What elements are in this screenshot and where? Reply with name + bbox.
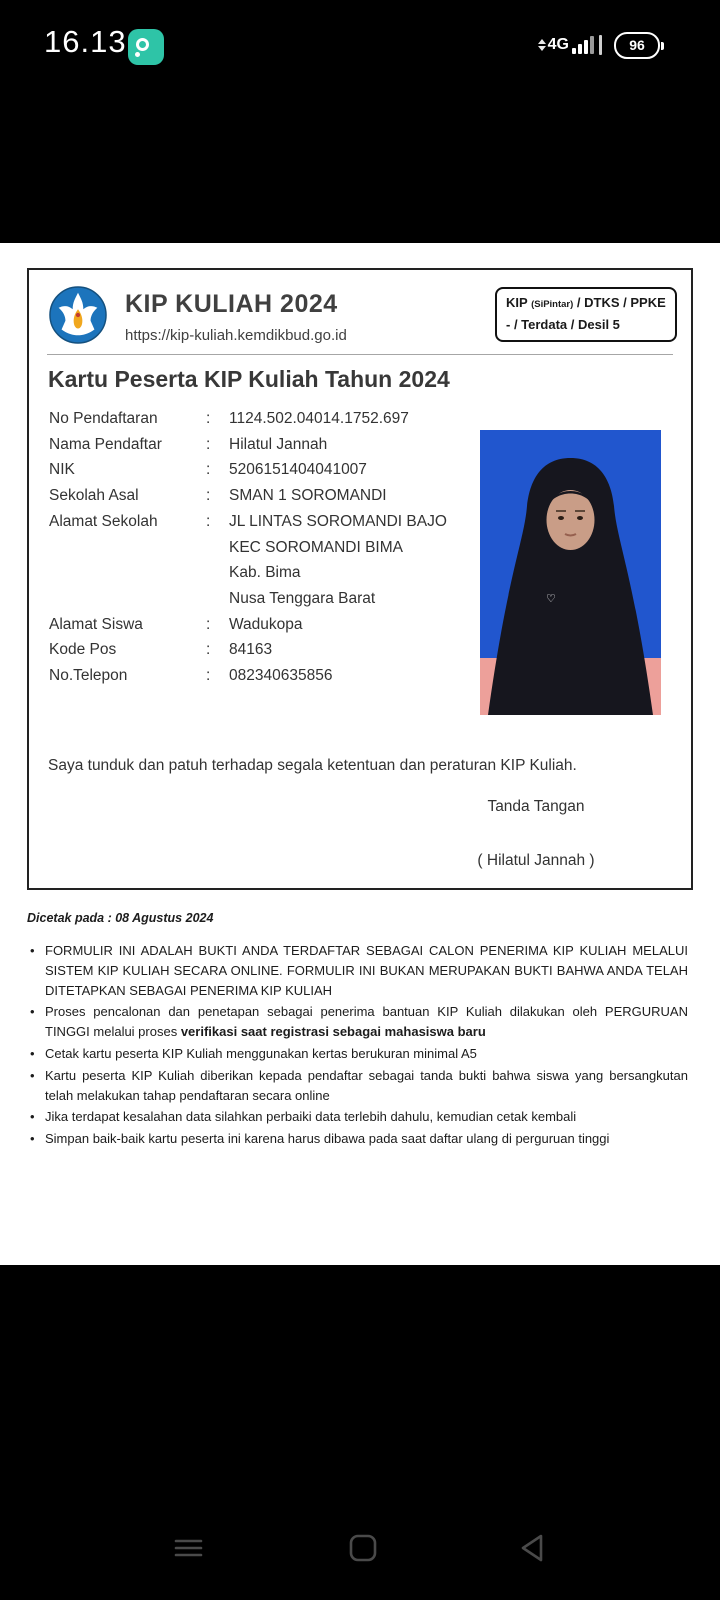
field-row xyxy=(49,612,489,638)
status-bar xyxy=(0,0,720,90)
note-text: FORMULIR INI ADALAH BUKTI ANDA TERDAFTAR SEBAGAI CALON PENERIMA KIP KULIAH MELALUI SISTEM KIP KULIAH SECARA ONLINE. FORMULIR INI BUKAN MERUPAKAN BUKTI BAHWA ANDA TELAH DITETAPKAN SEBAGAI PENERIMA KIP KULIAH xyxy=(45,943,688,998)
fields-list xyxy=(49,406,489,689)
note-item xyxy=(30,1002,688,1042)
note-text: Proses pencalonan dan penetapan sebagai penerima bantuan KIP Kuliah dilakukan oleh PERGURUAN TINGGI melalui proses verifikasi saat registrasi sebagai mahasiswa baru xyxy=(45,1004,688,1040)
signature-label: Tanda Tangan xyxy=(487,798,585,815)
signature-block xyxy=(421,798,651,870)
navigation-bar xyxy=(0,1520,720,1590)
note-text: Simpan baik-baik kartu peserta ini karena harus dibawa pada saat daftar ulang di perguruan tinggi xyxy=(45,1131,610,1147)
note-item xyxy=(30,1066,688,1106)
status-indicators xyxy=(538,28,660,62)
data-activity-icon xyxy=(538,39,546,51)
bullet-icon: • xyxy=(30,1067,35,1083)
note-text: Kartu peserta KIP Kuliah diberikan kepada pendaftar sebagai tanda bukti bahwa siswa yang bersangkutan telah melakukan tahap pendaftaran secara online xyxy=(45,1067,688,1103)
agreement-statement: Saya tunduk dan patuh terhadap segala ketentuan dan peraturan KIP Kuliah. xyxy=(48,757,577,774)
field-value: 5206151404041007 xyxy=(229,461,367,479)
header-divider xyxy=(47,354,673,355)
note-item xyxy=(30,1044,688,1064)
field-value: 1124.502.04014.1752.697 xyxy=(229,410,409,427)
field-colon: : xyxy=(206,641,211,659)
record-ring xyxy=(136,38,149,51)
card-title: Kartu Peserta KIP Kuliah Tahun 2024 xyxy=(48,366,450,392)
field-row xyxy=(49,663,489,689)
field-value: 082340635856 xyxy=(229,667,333,685)
field-label: Alamat Sekolah xyxy=(49,512,158,530)
field-value: Wadukopa xyxy=(229,615,303,633)
svg-text:♡: ♡ xyxy=(546,593,556,605)
battery-percent: 96 xyxy=(629,37,645,53)
screen-record-icon xyxy=(128,29,164,65)
app-title: KIP KULIAH 2024 xyxy=(125,290,338,318)
clock: 16.13 xyxy=(44,24,127,59)
notes-list xyxy=(30,941,688,1151)
document-sheet xyxy=(0,243,720,1265)
badge-line2: - / Terdata / Desil 5 xyxy=(506,317,620,332)
field-label: Sekolah Asal xyxy=(49,487,139,505)
signature-name: ( Hilatul Jannah ) xyxy=(477,852,595,869)
battery-icon xyxy=(614,32,660,59)
kip-card xyxy=(27,268,693,890)
sim2-signal-icon xyxy=(599,35,603,55)
eligibility-badge xyxy=(495,287,677,342)
site-url: https://kip-kuliah.kemdikbud.go.id xyxy=(125,327,347,344)
field-row xyxy=(49,509,489,612)
field-colon: : xyxy=(206,461,211,479)
field-colon: : xyxy=(206,667,211,685)
bullet-icon: • xyxy=(30,1045,35,1061)
field-colon: : xyxy=(206,435,211,453)
home-icon[interactable] xyxy=(343,1528,383,1568)
field-value: Hilatul Jannah xyxy=(229,435,328,453)
field-row xyxy=(49,483,489,509)
field-label: Nama Pendaftar xyxy=(49,435,162,453)
back-icon[interactable] xyxy=(512,1528,552,1568)
field-colon: : xyxy=(206,410,211,427)
field-label: No Pendaftaran xyxy=(49,410,158,427)
field-row xyxy=(49,637,489,663)
field-row xyxy=(49,432,489,458)
note-item xyxy=(30,1129,688,1149)
field-label: NIK xyxy=(49,461,75,479)
badge-line1: KIP (SiPintar) / DTKS / PPKE xyxy=(506,295,666,310)
note-text: Cetak kartu peserta KIP Kuliah menggunakan kertas berukuran minimal A5 xyxy=(45,1045,477,1061)
field-colon: : xyxy=(206,487,211,505)
field-colon: : xyxy=(206,615,211,633)
field-value: JL LINTAS SOROMANDI BAJO KEC SOROMANDI BIMA Kab. Bima Nusa Tenggara Barat xyxy=(229,512,447,607)
field-label: Kode Pos xyxy=(49,641,117,659)
network-type: 4G xyxy=(547,36,569,53)
signal-strength-icon xyxy=(572,36,594,54)
field-row xyxy=(49,457,489,483)
note-text: Jika terdapat kesalahan data silahkan perbaiki data terlebih dahulu, kemudian cetak kembali xyxy=(45,1109,577,1125)
note-item xyxy=(30,1107,688,1127)
printed-date: Dicetak pada : 08 Agustus 2024 xyxy=(27,911,214,925)
bullet-icon: • xyxy=(30,1004,35,1020)
field-value: SMAN 1 SOROMANDI xyxy=(229,487,387,505)
bullet-icon: • xyxy=(30,1131,35,1147)
kemdikbud-logo-icon xyxy=(49,286,107,344)
applicant-photo xyxy=(480,430,661,715)
field-value: 84163 xyxy=(229,641,273,659)
record-dot xyxy=(135,52,140,57)
bullet-icon: • xyxy=(30,1109,35,1125)
battery-nub xyxy=(661,42,665,50)
field-label: Alamat Siswa xyxy=(49,615,143,633)
field-label: No.Telepon xyxy=(49,667,128,685)
note-item xyxy=(30,941,688,1000)
recents-menu-icon[interactable] xyxy=(168,1528,208,1568)
field-row xyxy=(49,406,489,432)
field-colon: : xyxy=(206,512,211,530)
bullet-icon: • xyxy=(30,943,35,958)
